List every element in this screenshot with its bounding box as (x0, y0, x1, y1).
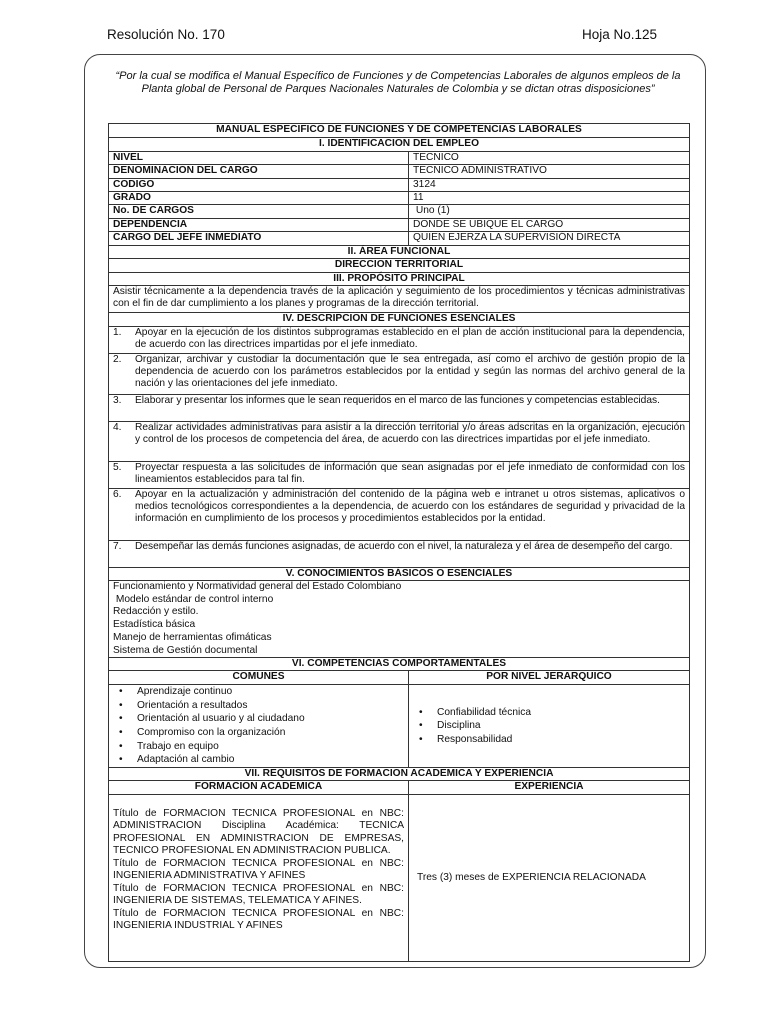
function-item (109, 541, 690, 568)
id-value-nivel: TECNICO (409, 152, 690, 165)
requirements-experience-header: EXPERIENCIA (409, 780, 690, 794)
functional-area-value: DIRECCION TERRITORIAL (109, 259, 690, 273)
id-label-grado: GRADO (109, 192, 409, 205)
id-label-cargos: No. DE CARGOS (109, 205, 409, 219)
competency-item: • Aprendizaje continuo (113, 685, 404, 699)
knowledge-item: Sistema de Gestión documental (113, 644, 258, 656)
purpose-text: Asistir técnicamente a la dependencia través de la aplicación y seguimiento de los procedimientos y técnicas administrativas con el fin de dar cumplimiento a los planes y programas de la dirección territorial. (109, 286, 690, 313)
requirements-education-header: FORMACION ACADEMICA (109, 780, 409, 794)
id-label-nivel: NIVEL (109, 152, 409, 165)
competencies-common-cell (109, 685, 409, 768)
function-number: 2. (113, 354, 122, 365)
function-item (109, 327, 690, 354)
function-text: Organizar, archivar y custodiar la documentación que le sea entregada, así como el archivo de gestión propio de la dependencia de acuerdo con los parámetros establecidos por la entidad y según las normas del archivo general de la nación y las orientaciones del jefe inmediato. (135, 354, 685, 389)
function-item (109, 395, 690, 422)
id-value-dependencia: DONDE SE UBIQUE EL CARGO (409, 219, 690, 232)
id-value-denominacion: TECNICO ADMINISTRATIVO (409, 165, 690, 179)
id-label-denominacion: DENOMINACION DEL CARGO (109, 165, 409, 179)
function-text: Proyectar respuesta a las solicitudes de información que sean asignadas por el jefe inmediato de conformidad con los lineamientos establecidos para tal fin. (135, 462, 685, 485)
section-knowledge-title: V. CONOCIMIENTOS BÁSICOS O ESENCIALES (109, 568, 690, 581)
document-subtitle: “Por la cual se modifica el Manual Específico de Funciones y de Competencias Laborales de algunos empleos de la Planta global de Personal de Parques Nacionales Naturales de Colombia y se dictan otras disposiciones” (115, 70, 681, 95)
section-functions-title: IV. DESCRIPCION DE FUNCIONES ESENCIALES (109, 313, 690, 327)
id-value-grado: 11 (409, 192, 690, 205)
competencies-level-cell (409, 685, 690, 768)
section-identification-title: I. IDENTIFICACION DEL EMPLEO (109, 138, 690, 152)
section-purpose-title: III. PROPÓSITO PRINCIPAL (109, 273, 690, 286)
education-option: Título de FORMACION TECNICA PROFESIONAL en NBC: INGENIERIA ADMINISTRATIVA Y AFINES (113, 857, 404, 882)
id-value-cargos: Uno (1) (409, 205, 690, 219)
id-label-jefe: CARGO DEL JEFE INMEDIATO (109, 232, 409, 246)
knowledge-item: Funcionamiento y Normatividad general del Estado Colombiano (113, 581, 402, 592)
function-item (109, 422, 690, 462)
knowledge-list (109, 581, 690, 658)
competencies-level-header: POR NIVEL JERARQUICO (409, 671, 690, 685)
function-number: 6. (113, 489, 122, 500)
resolution-number: Resolución No. 170 (107, 27, 225, 42)
competency-item: • Orientación a resultados (113, 699, 404, 713)
knowledge-item: Redacción y estilo. (113, 606, 199, 618)
competency-item: • Disciplina (413, 719, 685, 733)
page-number: Hoja No.125 (582, 27, 658, 42)
competency-item: • Confiabilidad técnica (413, 706, 685, 720)
id-label-codigo: CODIGO (109, 179, 409, 192)
knowledge-item: Manejo de herramientas ofimáticas (113, 631, 272, 643)
function-number: 3. (113, 395, 122, 406)
function-number: 5. (113, 462, 122, 473)
competency-item: • Responsabilidad (413, 733, 685, 747)
education-option: Título de FORMACION TECNICA PROFESIONAL en NBC: INGENIERIA INDUSTRIAL Y AFINES (113, 907, 404, 932)
competency-item: • Orientación al usuario y al ciudadano (113, 712, 404, 726)
id-value-jefe: QUIEN EJERZA LA SUPERVISIÓN DIRECTA (409, 232, 690, 246)
function-number: 4. (113, 422, 122, 433)
function-item (109, 489, 690, 541)
function-text: Apoyar en la actualización y administración del contenido de la página web e intranet u otros sistemas, aplicativos o medios tecnológicos correspondientes a la dependencia, de acuerdo con los estándares de seguridad y privacidad de la información en cumplimiento de los procesos y procedimientos establecidos por la entidad. (135, 489, 685, 524)
section-functional-area-title: II. ÁREA FUNCIONAL (109, 246, 690, 259)
education-option: Título de FORMACION TECNICA PROFESIONAL en NBC: INGENIERIA DE SISTEMAS, TELEMATICA Y AFINES. (113, 882, 404, 907)
id-label-dependencia: DEPENDENCIA (109, 219, 409, 232)
competency-item: • Compromiso con la organización (113, 726, 404, 740)
id-value-codigo: 3124 (409, 179, 690, 192)
function-number: 1. (113, 327, 122, 338)
knowledge-item: Modelo estándar de control interno (113, 593, 274, 605)
education-option: Título de FORMACION TECNICA PROFESIONAL en NBC: ADMINISTRACION Disciplina Académica: TECNICA PROFESIONAL EN ADMINISTRACION DE EMPRESAS, TECNICO PROFESIONAL EN ADMINISTRACION PUBLICA. (113, 807, 404, 857)
function-item (109, 462, 690, 489)
section-competencies-title: VI. COMPETENCIAS COMPORTAMENTALES (109, 658, 690, 671)
competency-item: • Trabajo en equipo (113, 740, 404, 754)
experience-requirement: Tres (3) meses de EXPERIENCIA RELACIONADA (409, 794, 690, 961)
section-requirements-title: VII. REQUISITOS DE FORMACION ACADEMICA Y EXPERIENCIA (109, 767, 690, 780)
function-text: Realizar actividades administrativas para asistir a la dirección territorial y/o áreas adscritas en la organización, ejecución y control de los procesos de competencia del área, de acuerdo con las directrices impartidas por el jefe inmediato. (135, 422, 685, 445)
competency-item: • Adaptación al cambio (113, 753, 404, 767)
function-text: Desempeñar las demás funciones asignadas, de acuerdo con el nivel, la naturaleza y el área de desempeño del cargo. (135, 541, 673, 552)
education-requirements-cell (109, 794, 409, 961)
functions-manual-table (108, 123, 690, 962)
manual-title: MANUAL ESPECIFICO DE FUNCIONES Y DE COMPETENCIAS LABORALES (109, 124, 690, 138)
function-item (109, 354, 690, 395)
function-text: Elaborar y presentar los informes que le sean requeridos en el marco de las funciones y competencias establecidas. (135, 395, 660, 406)
knowledge-item: Estadística básica (113, 619, 196, 631)
function-text: Apoyar en la ejecución de los distintos subprogramas establecido en el plan de acción institucional para la dependencia, de acuerdo con las directrices impartidas por el jefe inmediato. (135, 327, 685, 350)
competencies-common-header: COMUNES (109, 671, 409, 685)
function-number: 7. (113, 541, 122, 552)
